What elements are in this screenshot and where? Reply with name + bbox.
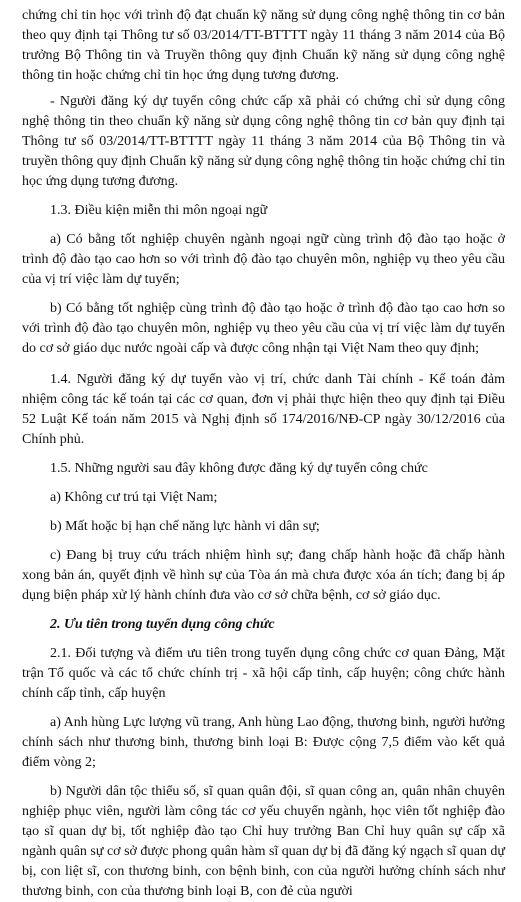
paragraph-commune-it-certificate: - Người đăng ký dự tuyển công chức cấp xã phải có chứng chỉ sử dụng công nghệ thông tin theo chuẩn kỹ năng sử dụng công nghệ thông tin cơ bản quy định tại Thông tư số 03/2014/TT-BTTTT ngày 11 tháng 3 năm 2014 của Bộ Thông tin và truyền thông quy định Chuẩn kỹ năng sử dụng công nghệ thông tin hoặc chứng chỉ tin học ứng dụng tương đương. — [22, 94, 505, 189]
paragraph-priority-subjects: 2.1. Đối tượng và điểm ưu tiên trong tuyển dụng công chức cơ quan Đảng, Mặt trận Tổ quốc và các tổ chức chính trị - xã hội cấp tỉnh, cấp huyện; công chức hành chính cấp tỉnh, cấp huyện — [22, 646, 505, 701]
paragraph-ineligible-a: a) Không cư trú tại Việt Nam; — [50, 490, 218, 505]
heading-recruitment-priority: 2. Ưu tiên trong tuyển dụng công chức — [50, 617, 275, 632]
paragraph-exemption-a: a) Có bằng tốt nghiệp chuyên ngành ngoại ngữ cùng trình độ đào tạo hoặc ở trình độ đào tạo cao hơn so với trình độ đào tạo chuyên môn, nghiệp vụ theo yêu cầu của vị trí việc làm dự tuyển; — [22, 232, 505, 287]
paragraph-ineligible-c: c) Đang bị truy cứu trách nhiệm hình sự; đang chấp hành hoặc đã chấp hành xong bản án, quyết định về hình sự của Tòa án mà chưa được xóa án tích; đang bị áp dụng biện pháp xử lý hành chính đưa vào cơ sở chữa bệnh, cơ sở giáo dục. — [22, 548, 505, 603]
paragraph-ineligible-b: b) Mất hoặc bị hạn chế năng lực hành vi dân sự; — [50, 519, 320, 534]
paragraph-priority-b: b) Người dân tộc thiểu số, sĩ quan quân đội, sĩ quan công an, quân nhân chuyên nghiệp phục viên, người làm công tác cơ yếu chuyển ngành, học viên tốt nghiệp đào tạo sĩ quan dự bị, tốt nghiệp đào tạo Chỉ huy trưởng Ban Chỉ huy quân sự cấp xã ngành quân sự cơ sở được phong quân hàm sĩ quan dự bị đã đăng ký ngạch sĩ quan dự bị, con liệt sĩ, con thương binh, con bệnh binh, con của người hưởng chính sách như thương binh, con của thương binh loại B, con đẻ của người — [22, 784, 505, 899]
heading-ineligible-persons: 1.5. Những người sau đây không được đăng ký dự tuyển công chức — [50, 461, 428, 476]
paragraph-priority-a: a) Anh hùng Lực lượng vũ trang, Anh hùng Lao động, thương binh, người hưởng chính sách như thương binh, thương binh loại B: Được cộng 7,5 điểm vào kết quả điểm vòng 2; — [22, 715, 505, 770]
paragraph-exemption-b: b) Có bằng tốt nghiệp cùng trình độ đào tạo hoặc ở trình độ đào tạo cao hơn so với trình độ đào tạo chuyên môn, nghiệp vụ theo yêu cầu của vị trí việc làm dự tuyển do cơ sở giáo dục nước ngoài cấp và được công nhận tại Việt Nam theo quy định; — [22, 301, 505, 356]
paragraph-it-certificate-continuation: chứng chỉ tin học với trình độ đạt chuẩn kỹ năng sử dụng công nghệ thông tin cơ bản theo quy định tại Thông tư số 03/2014/TT-BTTTT ngày 11 tháng 3 năm 2014 của Bộ trưởng Bộ Thông tin và Truyền thông quy định Chuẩn kỹ năng sử dụng công nghệ thông tin hoặc chứng chỉ tin học ứng dụng tương đương. — [22, 8, 505, 83]
paragraph-accounting-requirement: 1.4. Người đăng ký dự tuyển vào vị trí, chức danh Tài chính - Kế toán đảm nhiệm công tác kế toán tại các cơ quan, đơn vị phải thực hiện theo quy định tại Điều 52 Luật Kế toán năm 2015 và Nghị định số 174/2016/NĐ-CP ngày 30/12/2016 của Chính phủ. — [22, 372, 505, 447]
heading-foreign-language-exemption: 1.3. Điều kiện miễn thi môn ngoại ngữ — [50, 203, 268, 218]
